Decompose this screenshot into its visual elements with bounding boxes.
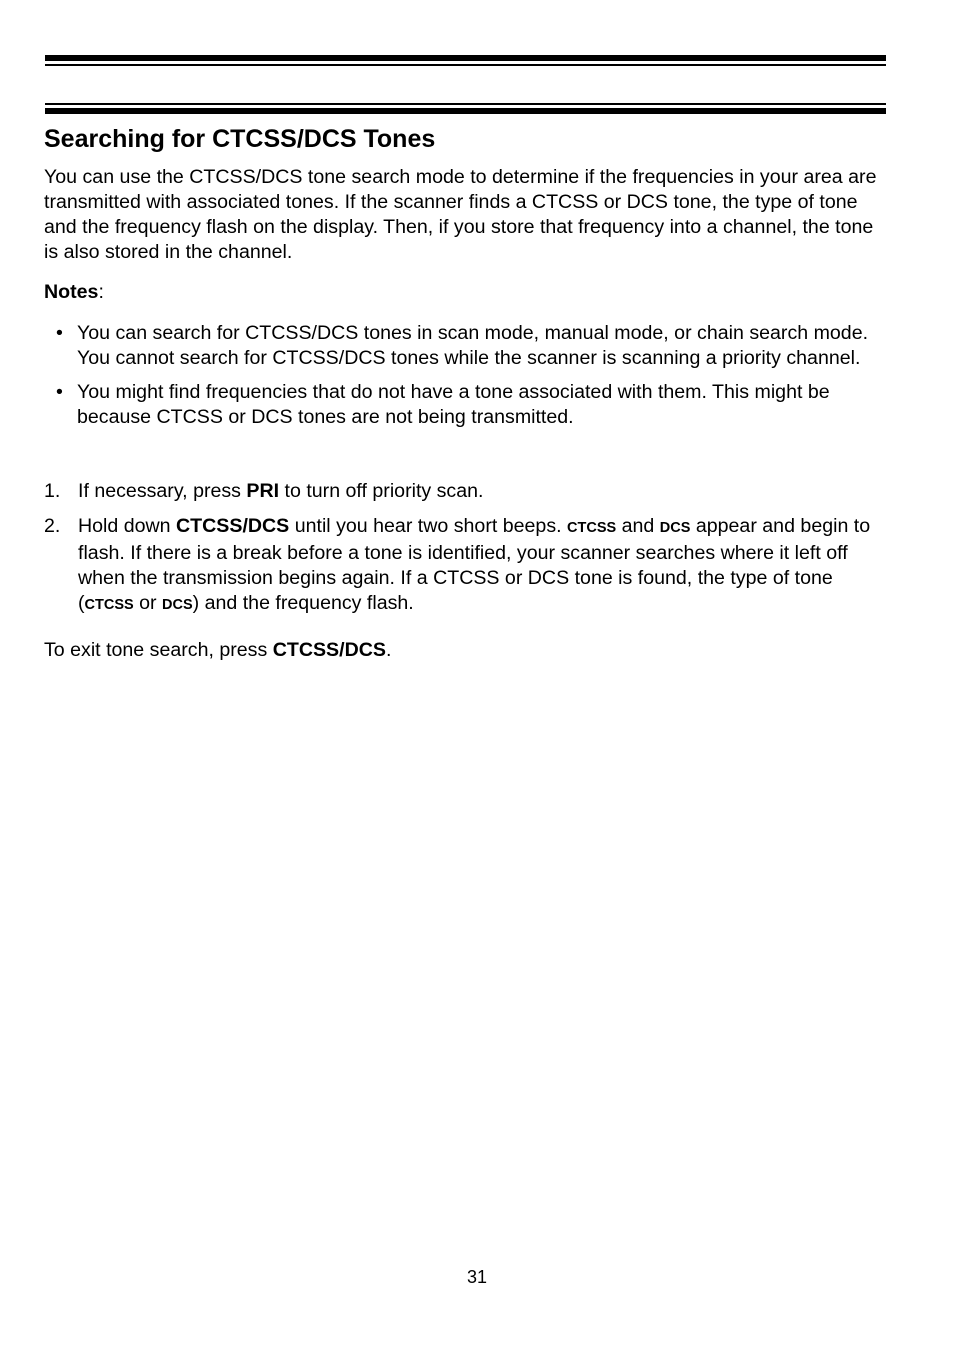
notes-label-colon: : bbox=[98, 281, 104, 303]
key-name: CTCSS/DCS bbox=[176, 515, 290, 537]
step-text: Hold down bbox=[78, 515, 177, 537]
step-text: until you hear two short beeps. bbox=[289, 515, 568, 537]
bullet-icon: • bbox=[56, 381, 63, 403]
dcs-display-indicator: DCS bbox=[659, 520, 691, 536]
step-text: If necessary, press bbox=[78, 480, 247, 502]
step-item bbox=[44, 514, 889, 618]
notes-list bbox=[44, 321, 889, 439]
bullet-icon: • bbox=[56, 322, 63, 344]
exit-text: . bbox=[385, 639, 392, 661]
top-double-rule bbox=[45, 55, 886, 66]
notes-item-text: You might find frequencies that do not have a tone associated with them. This might be because CTCSS or DCS tones are not being transmitted. bbox=[77, 381, 830, 428]
dcs-display-indicator: DCS bbox=[162, 597, 193, 613]
ctcss-display-indicator: CTCSS bbox=[567, 520, 617, 536]
notes-item bbox=[44, 321, 889, 371]
step-text: ) and the frequency flash. bbox=[192, 592, 414, 614]
steps-list bbox=[44, 479, 889, 628]
section-double-rule bbox=[45, 103, 886, 114]
step-text: to turn off priority scan. bbox=[279, 480, 484, 502]
step-text: or bbox=[133, 592, 162, 614]
ctcss-display-indicator: CTCSS bbox=[84, 597, 134, 613]
section-title: Searching for CTCSS/DCS Tones bbox=[44, 125, 436, 153]
intro-paragraph: You can use the CTCSS/DCS tone search mode to determine if the frequencies in your area are transmitted with associated tones. If the scanner finds a CTCSS or DCS tone, the type of tone and the frequency flash on the display. Then, if you store that frequency into a channel, the tone is also stored in the channel. bbox=[44, 166, 877, 263]
exit-text: To exit tone search, press bbox=[44, 639, 273, 661]
step-text: and bbox=[616, 515, 660, 537]
step-item bbox=[44, 479, 889, 504]
step-text: appear and begin to flash. If there is a break before a tone is identified, your scanner searches where it left off when the transmission begins again. If a CTCSS or DCS tone is found, the type of tone ( bbox=[78, 515, 871, 614]
notes-label bbox=[44, 280, 104, 305]
exit-instruction bbox=[44, 638, 391, 663]
notes-item bbox=[44, 380, 889, 430]
notes-item-text: You can search for CTCSS/DCS tones in scan mode, manual mode, or chain search mode. You cannot search for CTCSS/DCS tones while the scanner is scanning a priority channel. bbox=[77, 322, 869, 369]
key-name: PRI bbox=[246, 480, 280, 502]
notes-label-text: Notes bbox=[44, 281, 99, 303]
step-number: 2. bbox=[44, 515, 61, 537]
step-number: 1. bbox=[44, 480, 61, 502]
page-number: 31 bbox=[466, 1267, 488, 1287]
key-name: CTCSS/DCS bbox=[272, 639, 386, 661]
